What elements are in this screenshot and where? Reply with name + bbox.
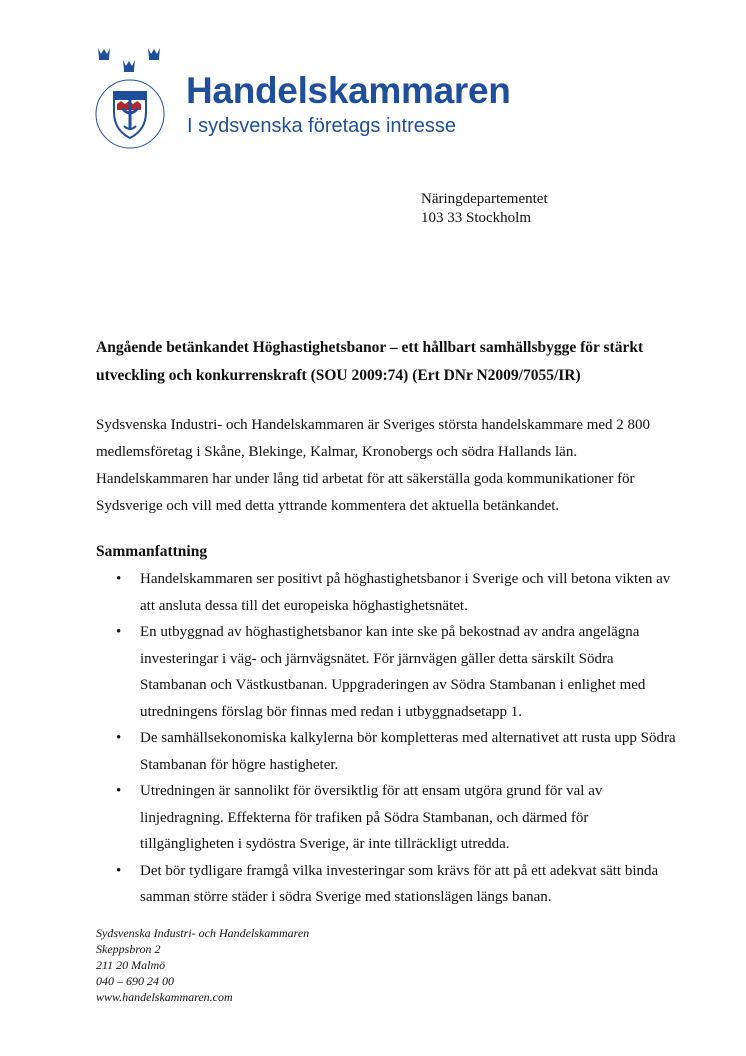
summary-item	[96, 725, 676, 778]
summary-item-text: Det bör tydligare framgå vilka investeringar som krävs för att på ett adekvat sätt binda samman större städer i södra Sverige med stationslägen längs banan.	[140, 862, 659, 905]
summary-item	[96, 566, 676, 619]
summary-list	[96, 566, 676, 911]
recipient-address	[421, 190, 548, 228]
summary-heading: Sammanfattning	[96, 543, 208, 560]
footer-address	[96, 925, 309, 1005]
footer-website-link[interactable]: www.handelskammaren.com	[96, 990, 233, 1004]
recipient-line-2: 103 33 Stockholm	[421, 210, 532, 226]
bullet-icon: •	[116, 783, 122, 799]
footer-street: Skeppsbron 2	[96, 942, 161, 956]
bullet-icon: •	[116, 730, 122, 746]
summary-item	[96, 778, 676, 858]
org-name: Handelskammaren	[186, 70, 511, 111]
summary-item-text: Utredningen är sannolikt för översiktlig för att ensam utgöra grund för val av linjedragning. Effekterna för trafiken på Södra Stambanan, och därmed för tillgängligheten i sydöstra Sverige, är inte tillräckligt utredda.	[140, 783, 603, 852]
footer-phone: 040 – 690 24 00	[96, 974, 174, 988]
summary-item-text: En utbyggnad av höghastighetsbanor kan inte ske på bekostnad av andra angelägna investeringar i väg- och järnvägsnätet. För järnvägen gäller detta särskilt Södra Stambanan och Västkustbanan. Uppgraderingen av Södra Stambanan i enlighet med utredningens förslag bör finnas med redan i utbyggnadsetapp 1.	[140, 624, 646, 720]
summary-item	[96, 619, 676, 725]
summary-item	[96, 858, 676, 911]
org-tagline: I sydsvenska företags intresse	[187, 115, 457, 137]
letterhead	[86, 42, 526, 162]
footer-org: Sydsvenska Industri- och Handelskammaren	[96, 926, 310, 940]
bullet-icon: •	[116, 571, 122, 587]
intro-paragraph: Sydsvenska Industri- och Handelskammaren är Sveriges största handelskammare med 2 800 medlemsföretag i Skåne, Blekinge, Kalmar, Kronobergs och södra Hallands län. Handelskammaren har under lång tid arbetat för att säkerställa goda kommunikationer för Sydsverige och vill med detta yttrande kommentera det aktuella betänkandet.	[96, 417, 651, 514]
bullet-icon: •	[116, 862, 122, 879]
subject-heading: Angående betänkandet Höghastighetsbanor – ett hållbart samhällsbygge för stärkt utveckling och konkurrenskraft (SOU 2009:74) (Ert DNr N2009/7055/IR)	[96, 339, 644, 384]
recipient-line-1: Näringdepartementet	[421, 191, 548, 207]
footer-city: 211 20 Malmö	[96, 958, 166, 972]
bullet-icon: •	[116, 624, 122, 640]
summary-item-text: Handelskammaren ser positivt på höghastighetsbanor i Sverige och vill betona vikten av att ansluta dessa till det europeiska höghastighetsnätet.	[140, 571, 671, 614]
summary-item-text: De samhällsekonomiska kalkylerna bör kompletteras med alternativet att rusta upp Södra Stambanan för högre hastigheter.	[140, 730, 676, 773]
chamber-seal-logo	[86, 42, 176, 160]
